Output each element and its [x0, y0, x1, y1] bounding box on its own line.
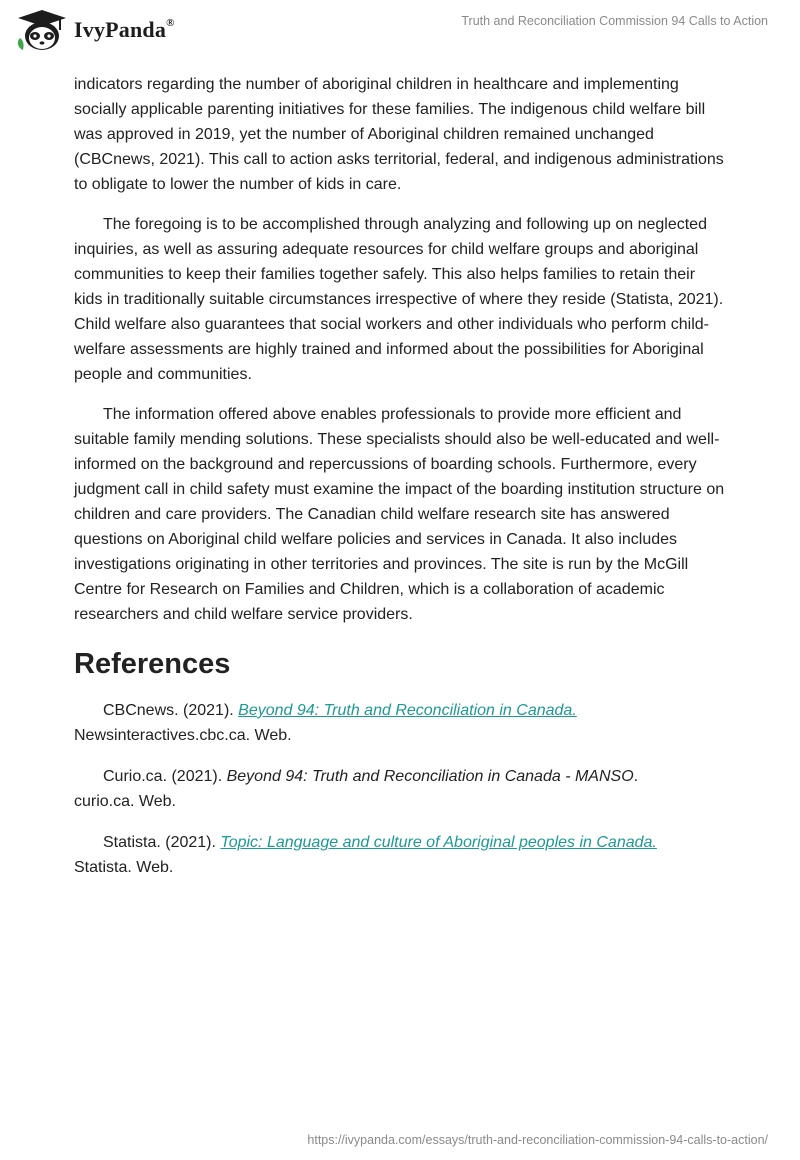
reference-author: Curio.ca. (2021).	[103, 768, 227, 785]
reference-link[interactable]: Beyond 94: Truth and Reconciliation in Canada.	[238, 702, 577, 719]
panda-graduate-icon	[14, 8, 70, 52]
reference-item	[74, 698, 726, 748]
essay-content	[74, 72, 726, 896]
ivypanda-logo[interactable]	[14, 8, 175, 52]
reference-source: Statista. Web.	[74, 859, 174, 876]
paragraph-continued: indicators regarding the number of aboriginal children in healthcare and implementing socially applicable parenting initiatives for these families. The indigenous child welfare bill was approved in 2019, yet the number of Aboriginal children remained unchanged (CBCnews, 2021). This call to action asks territorial, federal, and indigenous administrations to obligate to lower the number of kids in care.	[74, 76, 724, 193]
reference-author: CBCnews. (2021).	[103, 702, 239, 719]
brand-name: IvyPanda®	[74, 16, 175, 42]
references-heading: References	[74, 648, 231, 680]
reference-item	[74, 830, 726, 880]
footer-url[interactable]: https://ivypanda.com/essays/truth-and-reconciliation-commission-94-calls-to-action/	[307, 1133, 768, 1147]
page-header	[0, 0, 800, 70]
reference-source: curio.ca. Web.	[74, 793, 176, 810]
reference-punct: .	[633, 768, 639, 785]
reference-item	[74, 764, 726, 814]
reference-source: Newsinteractives.cbc.ca. Web.	[74, 727, 292, 744]
reference-link[interactable]: Topic: Language and culture of Aboriginal peoples in Canada.	[220, 834, 657, 851]
registered-mark: ®	[166, 16, 175, 29]
reference-title: Beyond 94: Truth and Reconciliation in Canada - MANSO	[226, 768, 634, 785]
paragraph: The information offered above enables professionals to provide more efficient and suitable family mending solutions. These specialists should also be well-educated and well-informed on the background and repercussions of boarding schools. Furthermore, every judgment call in child safety must examine the impact of the boarding institution structure on children and care providers. The Canadian child welfare research site has answered questions on Aboriginal child welfare policies and services in Canada. It also includes investigations originating in other territories and provinces. The site is run by the McGill Centre for Research on Families and Children, which is a collaboration of academic researchers and child welfare service providers.	[74, 406, 725, 623]
reference-author: Statista. (2021).	[103, 834, 221, 851]
paragraph: The foregoing is to be accomplished through analyzing and following up on neglected inquiries, as well as assuring adequate resources for child welfare groups and aboriginal communities to keep their families together safely. This also helps families to retain their kids in traditionally suitable circumstances irrespective of where they reside (Statista, 2021). Child welfare also guarantees that social workers and other individuals who perform child-welfare assessments are highly trained and informed about the possibilities for Aboriginal people and communities.	[74, 216, 724, 383]
document-title: Truth and Reconciliation Commission 94 Calls to Action	[461, 14, 768, 28]
